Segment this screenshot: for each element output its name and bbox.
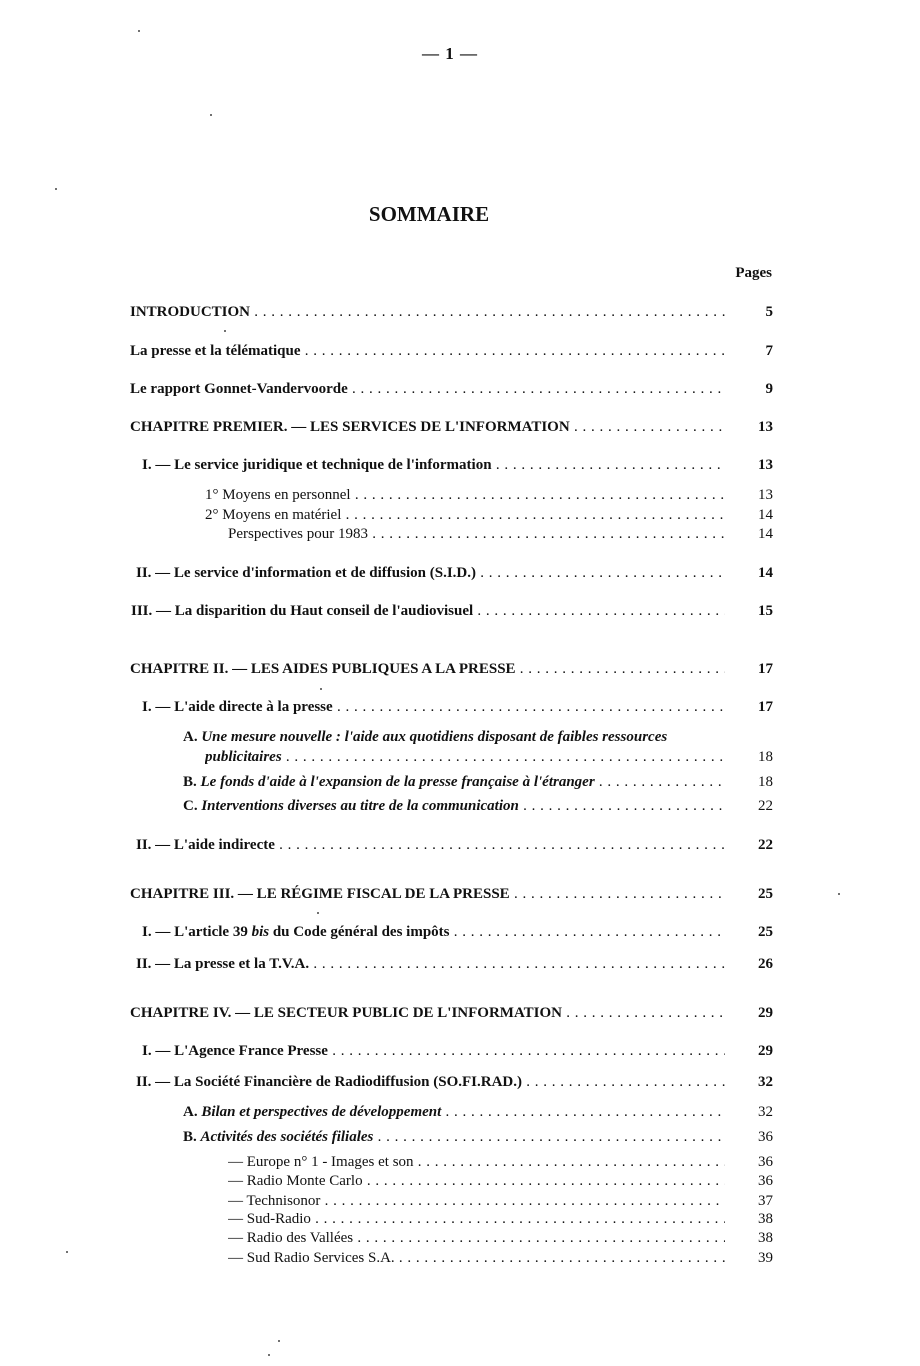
toc-entry-label: I. — L'aide directe à la presse . . . [142, 697, 725, 717]
toc-entry-article-39-bis[interactable] [0, 922, 920, 942]
toc-entry-prefix: C. [183, 798, 198, 814]
toc-entry-label: Bilan et perspectives de développement [201, 1104, 442, 1120]
toc-entry-label: Une mesure nouvelle : l'aide aux quotidiens disposant de faibles ressources [201, 729, 668, 745]
scan-speck [224, 330, 226, 332]
toc-entry-label: CHAPITRE II. — LES AIDES PUBLIQUES A LA PRESSE . . . [130, 659, 725, 679]
toc-entry-label: — Europe n° 1 - Images et son . . . [228, 1152, 725, 1172]
toc-entry-label: — Technisonor . . . [228, 1191, 725, 1211]
toc-entry-aide-directe[interactable] [0, 697, 920, 717]
toc-entry-page: 32 [758, 1104, 773, 1120]
toc-entry-mesure-nouvelle-cont[interactable] [0, 747, 920, 767]
toc-entry-page: 13 [758, 487, 773, 503]
pages-column-label: Pages [735, 265, 772, 281]
toc-entry-page: 22 [758, 798, 773, 814]
toc-entry-sud-radio[interactable] [0, 1209, 920, 1229]
toc-entry-rapport[interactable] [0, 379, 920, 399]
toc-entry-label: — Sud-Radio . . . [228, 1209, 725, 1229]
toc-entry-sofirad[interactable] [0, 1072, 920, 1092]
toc-entry-chapitre-3[interactable] [0, 884, 920, 904]
toc-entry-label-wrap [183, 772, 725, 792]
toc-entry-page: 17 [758, 699, 773, 715]
toc-entry-label: I. — L'article 39 [142, 924, 248, 940]
toc-entry-radio-monte-carlo[interactable] [0, 1171, 920, 1191]
toc-entry-radio-des-vallees[interactable] [0, 1228, 920, 1248]
toc-entry-page: 18 [758, 774, 773, 790]
toc-entry-chapitre-4[interactable] [0, 1003, 920, 1023]
toc-entry-label: — Radio des Vallées . . . [228, 1228, 725, 1248]
toc-entry-prefix: B. [183, 1129, 197, 1145]
toc-entry-label: II. — L'aide indirecte . . . [136, 835, 725, 855]
toc-entry-technisonor[interactable] [0, 1191, 920, 1211]
toc-entry-label: CHAPITRE IV. — LE SECTEUR PUBLIC DE L'INFORMATION . . . [130, 1003, 725, 1023]
scan-speck [278, 1340, 280, 1342]
toc-entry-page: 14 [758, 526, 773, 542]
toc-entry-label: 1° Moyens en personnel . . . [205, 485, 725, 505]
toc-entry-label: Le rapport Gonnet-Vandervoorde . . . [130, 379, 725, 399]
toc-entry-label: I. — Le service juridique et technique de l'information . . . [142, 455, 725, 475]
toc-entry-label: Le fonds d'aide à l'expansion de la presse française à l'étranger [200, 774, 595, 790]
toc-entry-page: 38 [758, 1211, 773, 1227]
toc-entry-page: 26 [758, 956, 773, 972]
scan-speck [838, 893, 840, 895]
toc-entry-sid[interactable] [0, 563, 920, 583]
toc-entry-label-wrap [183, 1127, 725, 1147]
toc-entry-label-wrap [142, 922, 725, 942]
scan-speck [210, 114, 212, 116]
scan-speck [55, 188, 57, 190]
toc-entry-moyens-materiel[interactable] [0, 505, 920, 525]
toc-entry-label-wrap [183, 796, 725, 816]
toc-entry-prefix: B. [183, 774, 197, 790]
toc-entry-telematique[interactable] [0, 341, 920, 361]
toc-entry-prefix: A. [183, 1104, 198, 1120]
toc-entry-label: publicitaires . . . [205, 747, 725, 767]
scan-speck [66, 1251, 68, 1253]
toc-entry-label: 2° Moyens en matériel . . . [205, 505, 725, 525]
toc-entry-chapitre-2[interactable] [0, 659, 920, 679]
toc-entry-label: CHAPITRE PREMIER. — LES SERVICES DE L'INFORMATION . . . [130, 417, 725, 437]
toc-entry-mesure-nouvelle[interactable] [183, 727, 667, 747]
toc-entry-moyens-personnel[interactable] [0, 485, 920, 505]
toc-entry-label: Perspectives pour 1983 . . . [228, 524, 725, 544]
toc-entry-page: 14 [758, 565, 773, 581]
toc-entry-perspectives-1983[interactable] [0, 524, 920, 544]
toc-entry-service-juridique[interactable] [0, 455, 920, 475]
scan-speck [138, 30, 140, 32]
toc-entry-label-italic: bis [251, 924, 270, 940]
toc-entry-label: II. — La presse et la T.V.A. . . . [136, 954, 725, 974]
scan-speck [320, 688, 322, 690]
toc-entry-page: 39 [758, 1250, 773, 1266]
toc-entry-page: 22 [758, 837, 773, 853]
page-title: SOMMAIRE [368, 202, 490, 226]
toc-entry-page: 7 [765, 343, 773, 359]
toc-entry-introduction[interactable] [0, 302, 920, 322]
toc-entry-chapitre-premier[interactable] [0, 417, 920, 437]
toc-entry-page: 17 [758, 661, 773, 677]
toc-entry-page: 9 [765, 381, 773, 397]
toc-entry-label: Interventions diverses au titre de la communication [201, 798, 519, 814]
toc-entry-page: 25 [758, 924, 773, 940]
toc-entry-page: 29 [758, 1043, 773, 1059]
toc-entry-page: 14 [758, 507, 773, 523]
toc-entry-page: 13 [758, 457, 773, 473]
toc-entry-label: I. — L'Agence France Presse . . . [142, 1041, 725, 1061]
toc-entry-afp[interactable] [0, 1041, 920, 1061]
toc-entry-page: 18 [758, 749, 773, 765]
toc-entry-page: 36 [758, 1154, 773, 1170]
toc-entry-prefix: A. [183, 729, 198, 745]
toc-entry-page: 13 [758, 419, 773, 435]
toc-entry-haut-conseil[interactable] [0, 601, 920, 621]
toc-entry-page: 5 [765, 304, 773, 320]
toc-entry-label: — Radio Monte Carlo . . . [228, 1171, 725, 1191]
toc-entry-label: CHAPITRE III. — LE RÉGIME FISCAL DE LA PRESSE . . . [130, 884, 725, 904]
scan-speck [317, 912, 319, 914]
toc-entry-interventions[interactable] [0, 796, 920, 816]
toc-entry-label: II. — Le service d'information et de diffusion (S.I.D.) . . . [136, 563, 725, 583]
toc-entry-page: 36 [758, 1129, 773, 1145]
toc-entry-page: 29 [758, 1005, 773, 1021]
toc-entry-label: INTRODUCTION . . . [130, 302, 725, 322]
toc-entry-tva[interactable] [0, 954, 920, 974]
toc-entry-sud-radio-services[interactable] [0, 1248, 920, 1268]
scan-speck [268, 1354, 270, 1356]
toc-entry-bilan[interactable] [0, 1102, 920, 1122]
toc-entry-label: III. — La disparition du Haut conseil de l'audiovisuel . . . [131, 601, 725, 621]
toc-entry-filiales[interactable] [0, 1127, 920, 1147]
toc-entry-label-tail: du Code général des impôts [272, 924, 450, 940]
toc-entry-page: 37 [758, 1193, 773, 1209]
toc-entry-aide-indirecte[interactable] [0, 835, 920, 855]
toc-entry-label: La presse et la télématique . . . [130, 341, 725, 361]
toc-entry-label: II. — La Société Financière de Radiodiffusion (SO.FI.RAD.) . . . [136, 1072, 725, 1092]
toc-entry-page: 36 [758, 1173, 773, 1189]
toc-entry-page: 25 [758, 886, 773, 902]
toc-entry-fonds-aide[interactable] [0, 772, 920, 792]
toc-entry-page: 38 [758, 1230, 773, 1246]
toc-entry-label: Activités des sociétés filiales [200, 1129, 374, 1145]
toc-entry-page: 15 [758, 603, 773, 619]
toc-entry-label-wrap [183, 1102, 725, 1122]
page-number: — 1 — [422, 44, 478, 63]
toc-entry-europe-1[interactable] [0, 1152, 920, 1172]
toc-entry-label: — Sud Radio Services S.A. . . . [228, 1248, 725, 1268]
toc-entry-page: 32 [758, 1074, 773, 1090]
